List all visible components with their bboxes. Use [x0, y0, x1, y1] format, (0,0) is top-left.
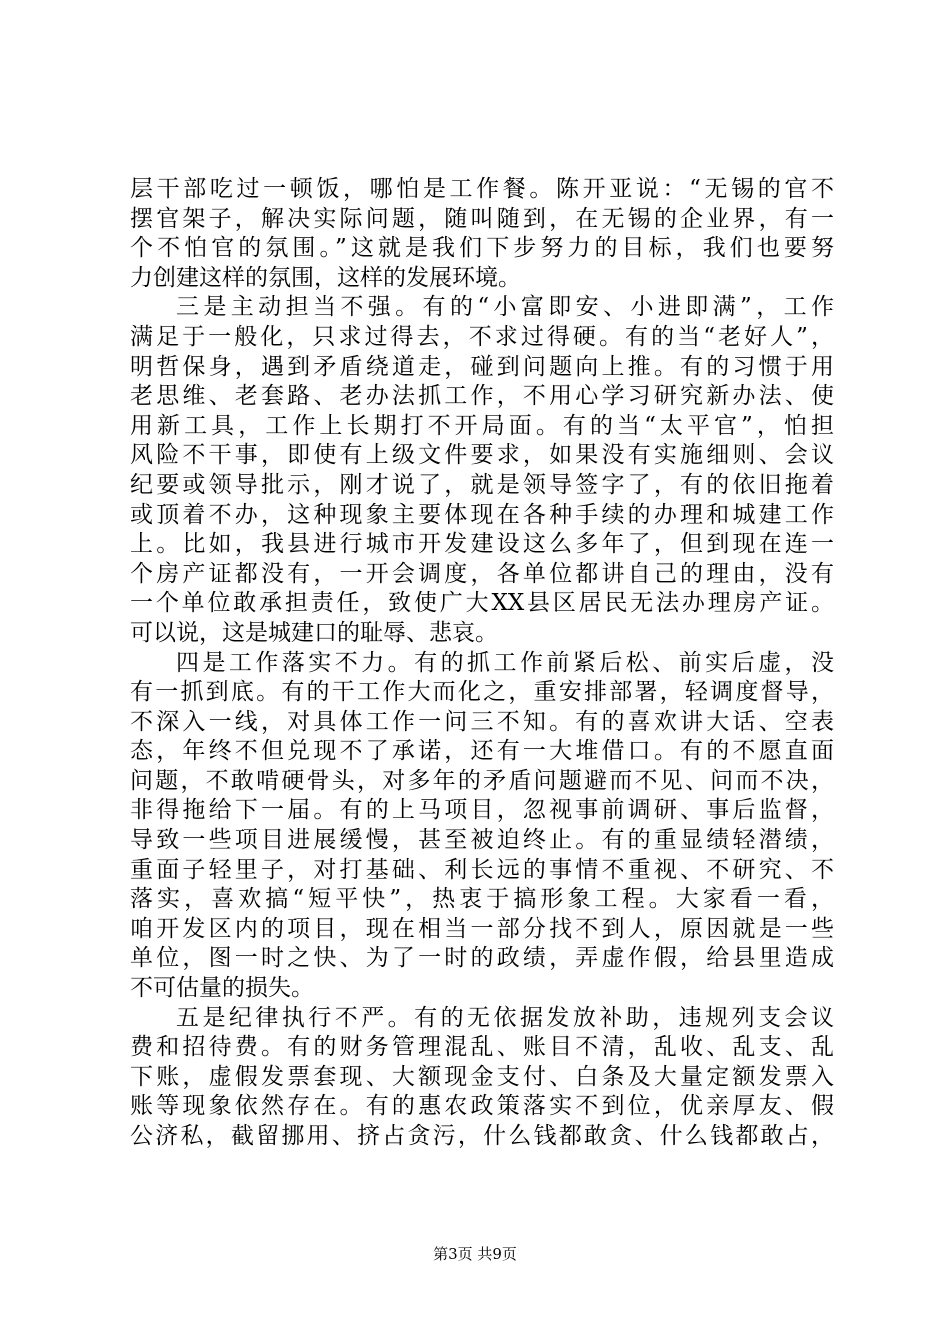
text-line: 费和招待费。有的财务管理混乱、账目不清，乱收、乱支、乱 — [130, 1034, 834, 1061]
text-line: 个不怕官的氛围。”这就是我们下步努力的目标，我们也要努 — [130, 235, 834, 262]
text-line: 力创建这样的氛围，这样的发展环境。 — [130, 264, 521, 291]
text-line: 单位，图一时之快、为了一时的政绩，弄虚作假，给县里造成 — [130, 945, 834, 972]
text-line: 明哲保身，遇到矛盾绕道走，碰到问题向上推。有的习惯于用 — [130, 353, 834, 380]
text-line: 个房产证都没有，一开会调度，各单位都讲自己的理由，没有 — [130, 560, 834, 587]
text-line: 老思维、老套路、老办法抓工作，不用心学习研究新办法、使 — [130, 383, 834, 410]
text-line: 摆官架子，解决实际问题，随叫随到，在无锡的企业界，有一 — [130, 205, 834, 232]
text-line: 四是工作落实不力。有的抓工作前紧后松、前实后虚，没 — [176, 649, 834, 676]
text-line: 导致一些项目进展缓慢，甚至被迫终止。有的重显绩轻潜绩， — [130, 827, 834, 854]
paragraph — [130, 175, 834, 293]
text-line: 五是纪律执行不严。有的无依据发放补助，违规列支会议 — [176, 1004, 834, 1031]
text-line: 态，年终不但兑现不了承诺，还有一大堆借口。有的不愿直面 — [130, 738, 834, 765]
text-line: 上。比如，我县进行城市开发建设这么多年了，但到现在连一 — [130, 531, 834, 558]
text-line: 纪要或领导批示，刚才说了，就是领导签字了，有的依旧拖着 — [130, 471, 834, 498]
text-line: 一个单位敢承担责任，致使广大XX县区居民无法办理房产证。 — [130, 590, 834, 617]
text-line: 不可估量的损失。 — [130, 975, 314, 1002]
paragraph — [130, 649, 834, 1004]
text-line: 用新工具，工作上长期打不开局面。有的当“太平官”，怕担 — [130, 412, 834, 439]
text-line: 咱开发区内的项目，现在相当一部分找不到人，原因就是一些 — [130, 915, 834, 942]
text-line: 重面子轻里子，对打基础、利长远的事情不重视、不研究、不 — [130, 856, 834, 883]
text-line: 三是主动担当不强。有的“小富即安、小进即满”，工作 — [176, 294, 834, 321]
text-line: 风险不干事，即使有上级文件要求，如果没有实施细则、会议 — [130, 442, 834, 469]
document-body — [130, 175, 834, 1152]
text-line: 满足于一般化，只求过得去，不求过得硬。有的当“老好人”， — [130, 323, 834, 350]
text-line: 账等现象依然存在。有的惠农政策落实不到位，优亲厚友、假 — [130, 1093, 834, 1120]
text-line: 问题，不敢啃硬骨头，对多年的矛盾问题避而不见、问而不决， — [130, 767, 834, 794]
text-line: 非得拖给下一届。有的上马项目，忽视事前调研、事后监督， — [130, 797, 834, 824]
paragraph — [130, 1004, 834, 1152]
page-footer: 第3页 共9页 — [433, 1245, 517, 1263]
text-line: 层干部吃过一顿饭，哪怕是工作餐。陈开亚说：“无锡的官不 — [130, 176, 834, 202]
text-line: 可以说，这是城建口的耻辱、悲哀。 — [130, 619, 498, 646]
text-line: 落实，喜欢搞“短平快”，热衷于搞形象工程。大家看一看， — [130, 886, 834, 913]
text-line: 不深入一线，对具体工作一问三不知。有的喜欢讲大话、空表 — [130, 708, 834, 735]
text-line: 下账，虚假发票套现、大额现金支付、白条及大量定额发票入 — [130, 1063, 834, 1090]
paragraph — [130, 293, 834, 648]
text-line: 公济私，截留挪用、挤占贪污，什么钱都敢贪、什么钱都敢占， — [130, 1123, 834, 1149]
text-line: 或顶着不办，这种现象主要体现在各种手续的办理和城建工作 — [130, 501, 834, 528]
text-line: 有一抓到底。有的干工作大而化之，重安排部署，轻调度督导， — [130, 679, 834, 706]
